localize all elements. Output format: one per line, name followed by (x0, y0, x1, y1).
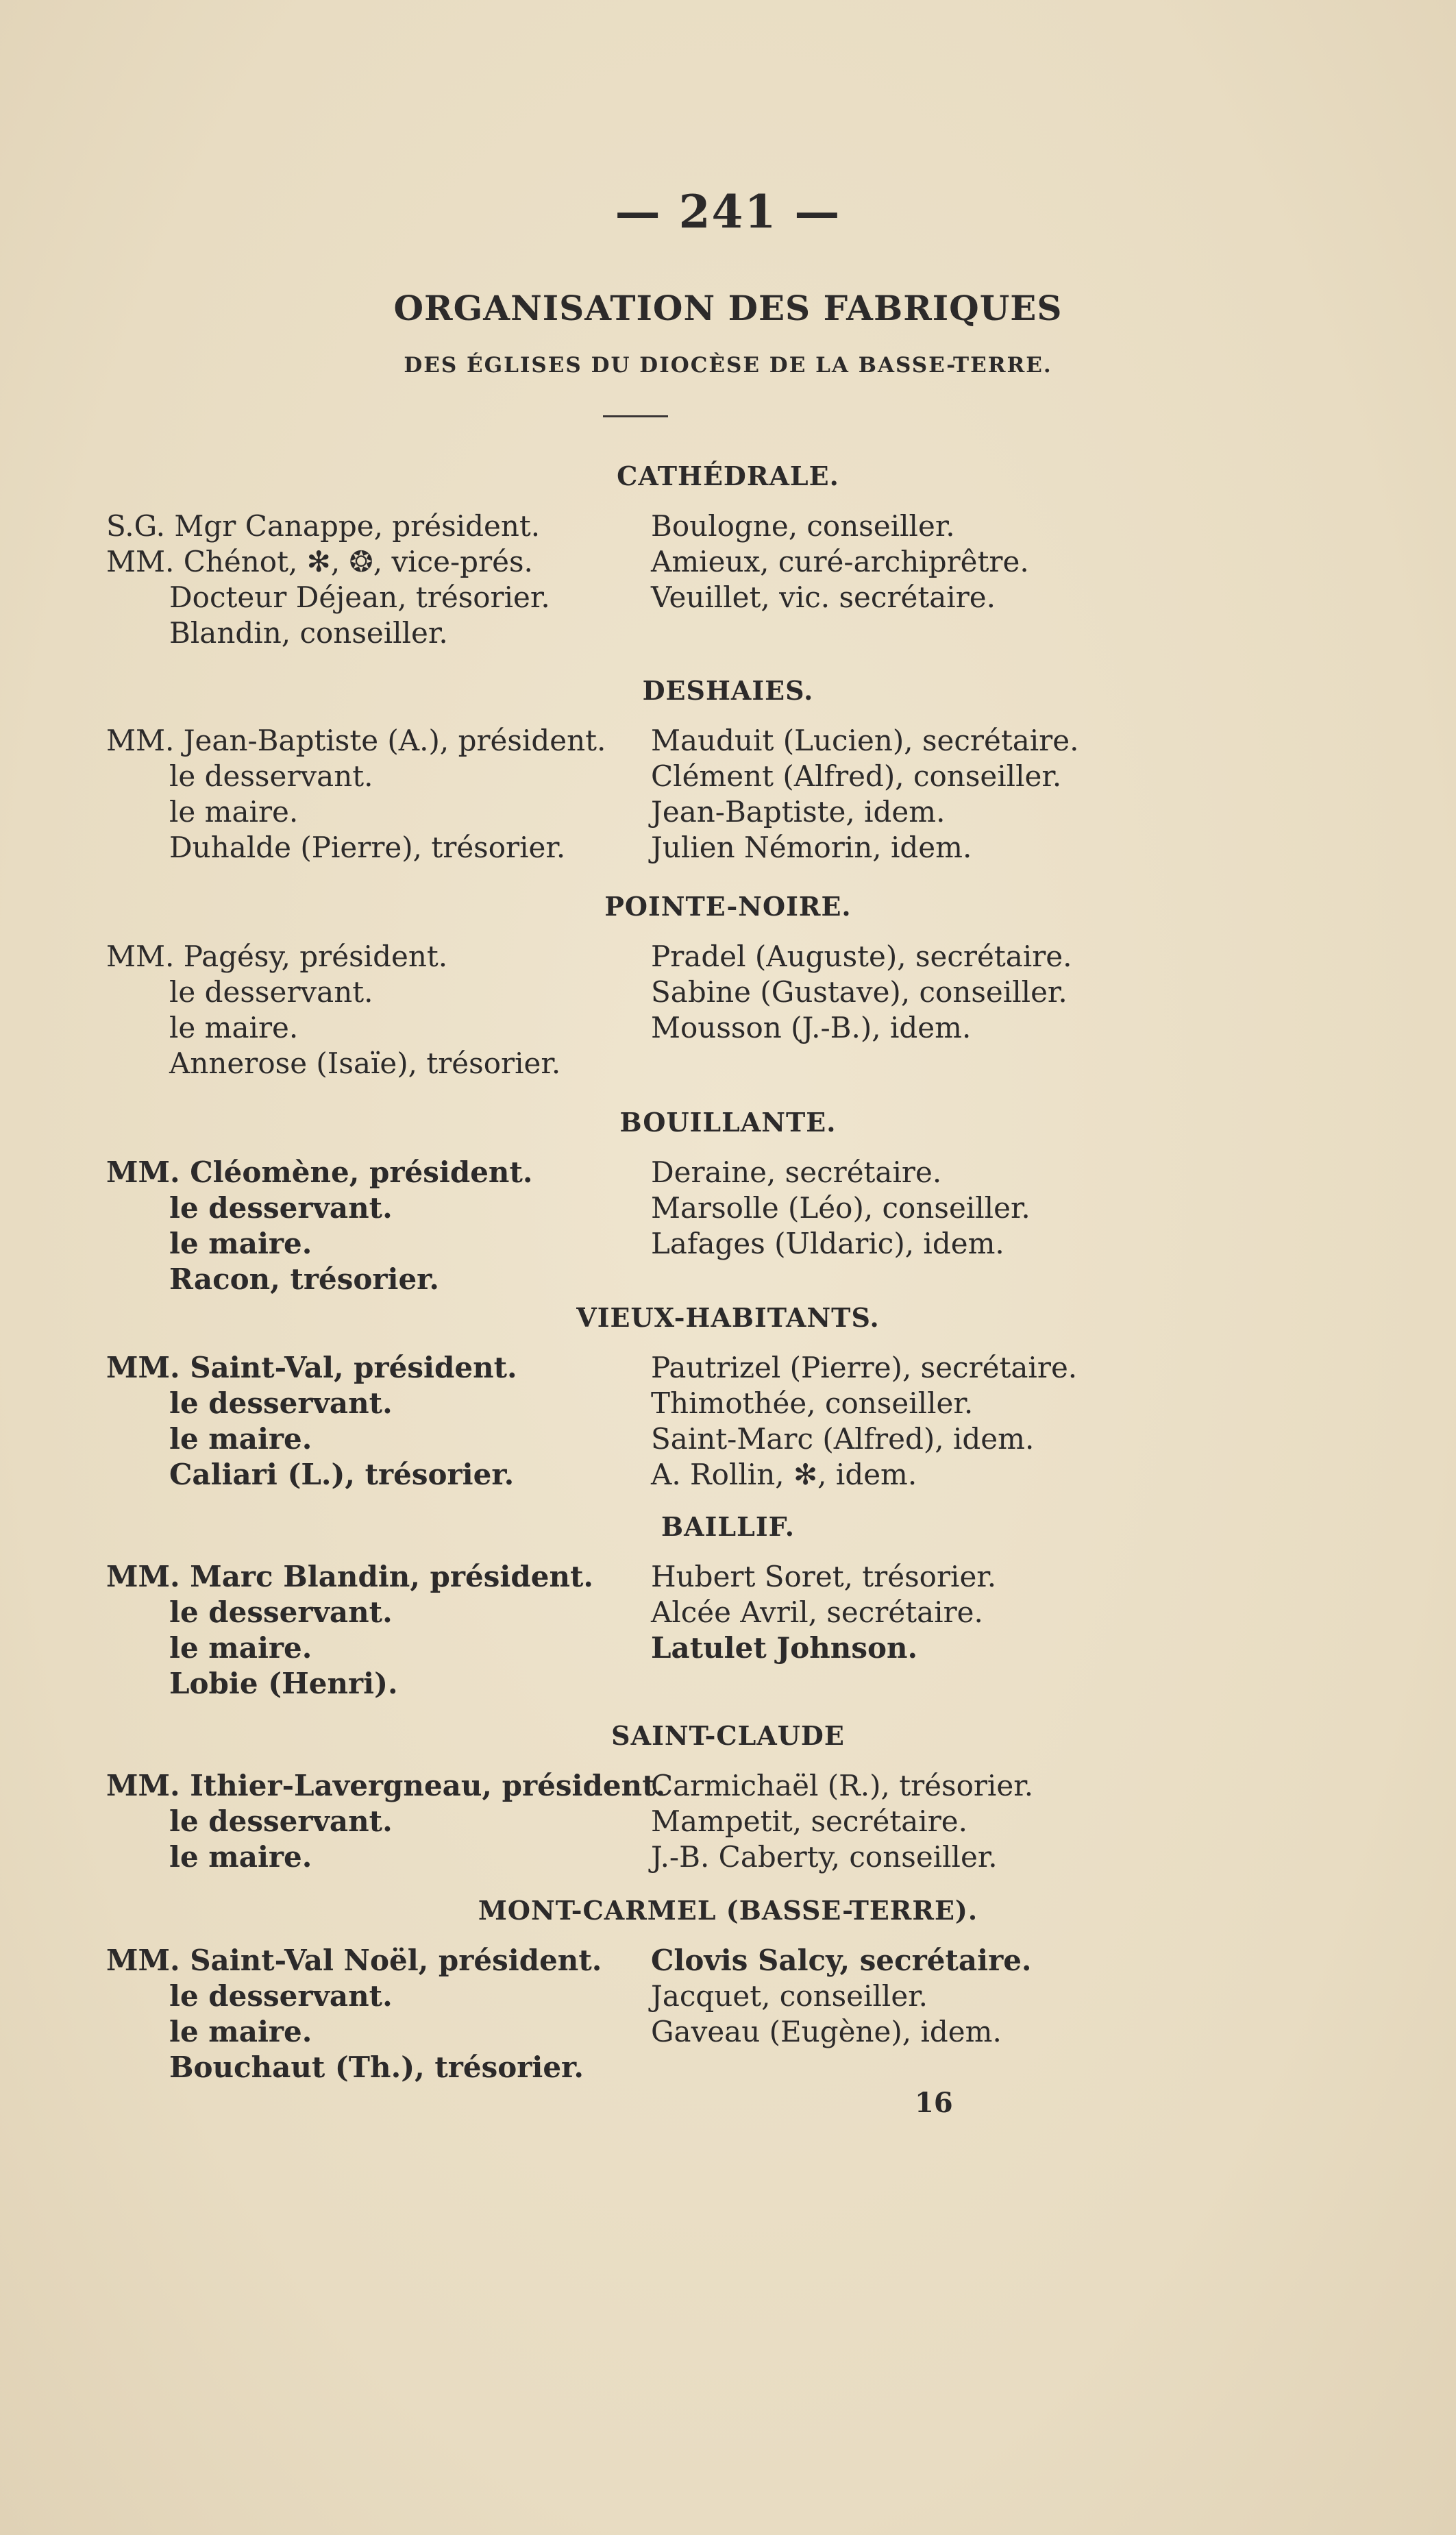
member-line: Boulogne, conseiller. (651, 509, 955, 543)
member-line: Docteur Déjean, trésorier. (169, 580, 550, 614)
member-line: Marsolle (Léo), conseiller. (651, 1191, 1031, 1225)
member-line: le desservant. (169, 759, 373, 793)
member-line: Annerose (Isaïe), trésorier. (169, 1046, 561, 1080)
member-line: Carmichaël (R.), trésorier. (651, 1769, 1034, 1802)
member-line: Clovis Salcy, secrétaire. (651, 1944, 1032, 1977)
member-line: le maire. (169, 2015, 312, 2048)
left-column (106, 509, 647, 651)
section-heading: MONT-CARMEL (BASSE-TERRE). (478, 1895, 978, 1926)
member-line: Jean-Baptiste, idem. (651, 795, 946, 829)
member-line: Amieux, curé-archiprêtre. (651, 545, 1029, 578)
member-line: Duhalde (Pierre), trésorier. (169, 831, 566, 864)
member-line: Hubert Soret, trésorier. (651, 1560, 997, 1593)
member-line: Mousson (J.-B.), idem. (651, 1011, 972, 1044)
member-line: Caliari (L.), trésorier. (169, 1458, 515, 1491)
section-heading: VIEUX-HABITANTS. (576, 1302, 880, 1333)
section-heading: BAILLIF. (661, 1511, 795, 1542)
member-line: MM. Cléomène, président. (106, 1155, 533, 1189)
right-column (651, 1350, 1377, 1493)
right-column (651, 1768, 1377, 1875)
member-line: S.G. Mgr Canappe, président. (106, 509, 541, 543)
member-line: le desservant. (169, 1979, 393, 2013)
member-line: le maire. (169, 1422, 312, 1456)
member-line: Mauduit (Lucien), secrétaire. (651, 724, 1079, 757)
member-line: Latulet Johnson. (651, 1631, 918, 1665)
member-line: Mampetit, secrétaire. (651, 1804, 967, 1838)
section-heading: CATHÉDRALE. (617, 461, 839, 491)
right-column (651, 1943, 1377, 2050)
left-column (106, 1350, 647, 1493)
member-line: Lafages (Uldaric), idem. (651, 1227, 1004, 1260)
member-line: Jacquet, conseiller. (651, 1979, 928, 2013)
member-line: MM. Saint-Val Noël, président. (106, 1944, 602, 1977)
member-line: le maire. (169, 1227, 312, 1260)
left-column (106, 1559, 647, 1702)
left-column (106, 1155, 647, 1297)
member-line: le maire. (169, 1631, 312, 1665)
left-column (106, 1768, 666, 1875)
member-line: Deraine, secrétaire. (651, 1155, 942, 1189)
right-column (651, 723, 1377, 866)
section-heading: DESHAIES. (642, 675, 814, 706)
member-line: Lobie (Henri). (169, 1667, 398, 1700)
member-line: Clément (Alfred), conseiller. (651, 759, 1062, 793)
member-line: MM. Jean-Baptiste (A.), président. (106, 724, 606, 757)
member-line: le desservant. (169, 1191, 393, 1225)
left-column (106, 723, 647, 866)
member-line: le desservant. (169, 1804, 393, 1838)
member-line: J.-B. Caberty, conseiller. (651, 1840, 998, 1874)
member-line: MM. Marc Blandin, président. (106, 1560, 594, 1593)
member-line: Veuillet, vic. secrétaire. (651, 580, 996, 614)
page-number: — 241 — (615, 185, 841, 238)
right-column (651, 1559, 1377, 1666)
member-line: le desservant. (169, 1595, 393, 1629)
member-line: MM. Ithier-Lavergneau, président. (106, 1769, 666, 1802)
member-line: Julien Némorin, idem. (651, 831, 972, 864)
member-line: le maire. (169, 1840, 312, 1874)
main-title: ORGANISATION DES FABRIQUES (393, 288, 1063, 328)
member-line: le maire. (169, 1011, 299, 1044)
member-line: Gaveau (Eugène), idem. (651, 2015, 1002, 2048)
right-column (651, 939, 1377, 1046)
member-line: Sabine (Gustave), conseiller. (651, 975, 1068, 1009)
member-line: Pautrizel (Pierre), secrétaire. (651, 1351, 1078, 1384)
member-line: le maire. (169, 795, 299, 829)
member-line: Pradel (Auguste), secrétaire. (651, 940, 1072, 973)
member-line: Blandin, conseiller. (169, 616, 448, 650)
member-line: A. Rollin, ✻, idem. (651, 1458, 917, 1491)
right-column (651, 1155, 1377, 1262)
left-column (106, 1943, 647, 2085)
section-heading: BOUILLANTE. (619, 1107, 837, 1138)
section-heading: SAINT-CLAUDE (611, 1720, 845, 1751)
sub-title: DES ÉGLISES DU DIOCÈSE DE LA BASSE-TERRE. (404, 353, 1052, 378)
member-line: Racon, trésorier. (169, 1262, 440, 1296)
signature-mark: 16 (915, 2087, 953, 2119)
left-column (106, 939, 647, 1081)
member-line: Alcée Avril, secrétaire. (651, 1595, 983, 1629)
member-line: Saint-Marc (Alfred), idem. (651, 1422, 1035, 1456)
title-divider (603, 415, 668, 417)
member-line: MM. Saint-Val, président. (106, 1351, 517, 1384)
member-line: MM. Pagésy, président. (106, 940, 448, 973)
right-column (651, 509, 1377, 615)
member-line: Bouchaut (Th.), trésorier. (169, 2050, 584, 2084)
member-line: le desservant. (169, 1386, 393, 1420)
member-line: le desservant. (169, 975, 373, 1009)
member-line: MM. Chénot, ✻, ❂, vice-prés. (106, 545, 533, 578)
member-line: Thimothée, conseiller. (651, 1386, 974, 1420)
section-heading: POINTE-NOIRE. (604, 891, 852, 922)
